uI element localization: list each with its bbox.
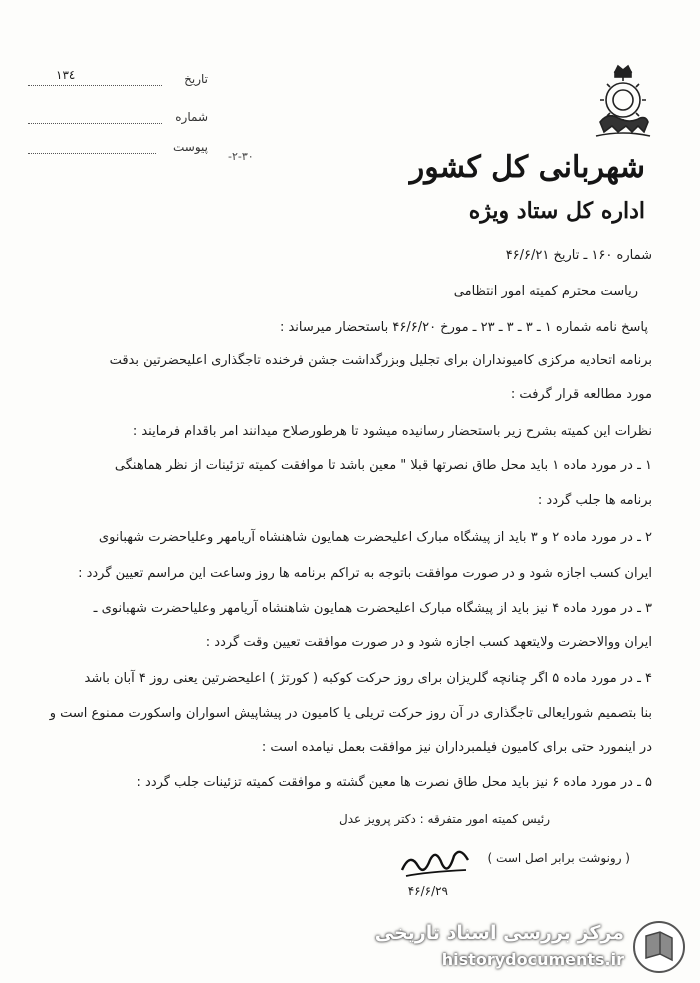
signatory: رئیس کمیته امور متفرقه : دکتر پرویز عدل (339, 812, 550, 826)
letter-item-1: ۱ ـ در مورد ماده ۱ باید محل طاق نصرتها قبلا " معین باشد تا موافقت کمیته تزئینات از نظر هماهنگی (114, 458, 652, 473)
attachment-label: پیوست (173, 140, 208, 154)
letter-item-3: ۳ ـ در مورد ماده ۴ نیز باید از پیشگاه مبارک اعلیحضرت همایون شاهنشاه آریامهر وعلیاحضرت شهبانوی ـ (93, 601, 652, 616)
letter-line: ایران کسب اجازه شود و در صورت موافقت باتوجه به تراکم برنامه ها روز وساعت این مراسم تعیین گردد : (78, 566, 652, 581)
letter-line: برنامه اتحادیه مرکزی کامیونداران برای تجلیل وبزرگداشت جشن فرخنده تاجگذاری اعلیحضرتین بدقت (109, 353, 652, 368)
number-label: شماره (175, 110, 208, 124)
letter-line: مورد مطالعه قرار گرفت : (510, 387, 652, 402)
letter-line: ایران ووالاحضرت ولایتعهد کسب اجازه شود و در صورت موافقت تعیین وقت گردد : (205, 635, 652, 650)
org-name: شهربانی کل کشور (409, 150, 645, 185)
org-department: اداره کل ستاد ویژه (468, 198, 645, 224)
attachment-dotted-line (28, 153, 156, 154)
letter-item-2: ۲ ـ در مورد ماده ۲ و ۳ باید از پیشگاه مبارک اعلیحضرت همایون شاهنشاه آریامهر وعلیاحضرت شهبانوی (98, 530, 652, 545)
history-documents-logo-icon (632, 920, 686, 974)
date-value: ١٣٤ (56, 68, 76, 82)
stray-marks: -۲-۳۰ (228, 150, 254, 163)
watermark-title: مرکز بررسی اسناد تاریخی (374, 922, 624, 944)
letter-line: پاسخ نامه شماره ۱ ـ ۳ ـ ۳ ـ ۲۳ ـ مورخ ۴۶/۶/۲۰ باستحضار میرساند : (279, 320, 648, 335)
letter-line: نظرات این کمیته بشرح زیر باستحضار رسانیده میشود تا هرطورصلاح میدانند امر باقدام فرمایند : (132, 424, 652, 439)
copy-note: ( رونوشت برابر اصل است ) (487, 851, 630, 865)
letter-addressee: ریاست محترم کمیته امور انتظامی (453, 284, 638, 299)
date-label: تاریخ (184, 72, 208, 86)
number-dotted-line (28, 123, 162, 124)
letter-item-5: ۵ ـ در مورد ماده ۶ نیز باید محل طاق نصرت ها معین گشته و موافقت کمیته تزئینات جلب گردد : (136, 775, 652, 790)
signature-date: ۴۶/۶/۲۹ (407, 884, 448, 898)
letter-number-date: شماره ۱۶۰ ـ تاریخ ۴۶/۶/۲۱ (505, 248, 652, 263)
date-dotted-line (28, 85, 162, 86)
letter-line: بنا بتصمیم شورایعالی تاجگذاری در آن روز حرکت تریلی یا کامیون در پیشاپیش اسواران واسکورت ممنوع است و (49, 706, 652, 721)
lion-and-sun-emblem-icon (588, 62, 658, 142)
letter-line: برنامه ها جلب گردد : (537, 493, 652, 508)
letter-line: در اینمورد حتی برای کامیون فیلمبرداران نیز موافقت بعمل نیامده است : (261, 740, 652, 755)
watermark-url[interactable]: historydocuments.ir (441, 950, 624, 969)
letter-item-4: ۴ ـ در مورد ماده ۵ اگر چنانچه گلریزان برای روز حرکت کوکبه ( کورتژ ) اعلیحضرتین یعنی روز ۴ آبان باشد (84, 671, 652, 686)
